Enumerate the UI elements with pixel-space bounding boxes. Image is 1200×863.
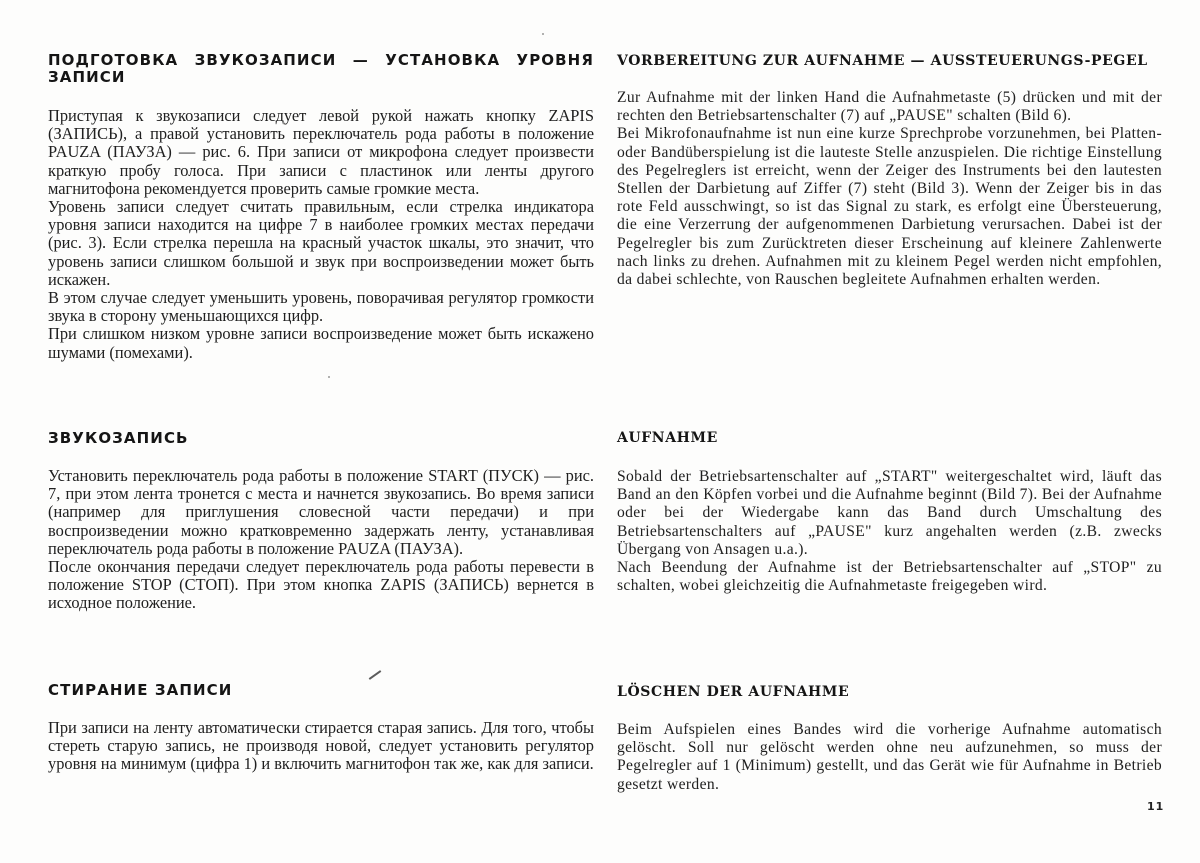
section-body <box>48 719 594 774</box>
section-body <box>48 107 594 362</box>
section-erasing-ru <box>48 682 594 774</box>
paragraph: При записи на ленту автоматически стирается старая запись. Для того, чтобы стереть старую запись, не производя новой, следует установить регулятор уровня на минимум (цифра 1) и включить магнитофон так же, как для записи. <box>48 718 594 774</box>
paragraph: Nach Beendung der Aufnahme ist der Betriebsartenschalter auf „STOP" zu schalten, wobei gleichzeitig die Aufnahmetaste freigegeben wird. <box>617 559 1162 595</box>
section-body <box>617 468 1162 595</box>
paragraph: Установить переключатель рода работы в положение START (ПУСК) — рис. 7, при этом лента тронется с места и начнется звукозапись. Во время записи (например для приглушения словесной части передачи) и при воспроизведении можно кратковременно задержать ленту, устанавливая переключатель рода работы в положение PAUZA (ПАУЗА). <box>48 466 594 558</box>
section-recording-preparation-ru <box>48 52 594 362</box>
section-erasing-de <box>617 684 1162 794</box>
scan-pen-mark <box>369 670 382 680</box>
paragraph: Zur Aufnahme mit der linken Hand die Aufnahmetaste (5) drücken und mit der rechten den Betriebsartenschalter (7) auf „PAUSE" schalten (Bild 6). <box>617 89 1162 125</box>
section-heading: LÖSCHEN DER AUFNAHME <box>617 684 850 700</box>
section-recording-ru <box>48 430 594 613</box>
section-heading: СТИРАНИЕ ЗАПИСИ <box>48 681 233 699</box>
paragraph: Приступая к звукозаписи следует левой рукой нажать кнопку ZAPIS (ЗАПИСЬ), а правой установить переключатель рода работы в положение PAUZA (ПАУЗА) — рис. 6. При записи от микрофона следует произвести краткую пробу голоса. При записи с пластинок или ленты другого магнитофона рекомендуется проверить самые громкие места. <box>48 106 594 198</box>
section-body <box>48 467 594 613</box>
paragraph: В этом случае следует уменьшить уровень, поворачивая регулятор громкости звука в сторону уменьшающихся цифр. <box>48 288 594 326</box>
section-heading: AUFNAHME <box>617 430 718 446</box>
section-heading: VORBEREITUNG ZUR AUFNAHME — AUSSTEUERUNGS-PEGEL <box>617 53 1148 69</box>
paragraph: Sobald der Betriebsartenschalter auf „START" weitergeschaltet wird, läuft das Band an den Köpfen vorbei und die Aufnahme beginnt (Bild 7). Bei der Aufnahme oder bei der Wiedergabe kann das Band durch Umschaltung des Betriebsartenschalters auf „PAUSE" kurz angehalten werden (z.B. zwecks Übergang von Ansagen u.a.). <box>617 468 1162 558</box>
paragraph: При слишком низком уровне записи воспроизведение может быть искажено шумами (помехами). <box>48 324 594 362</box>
page-number: 11 <box>1147 800 1165 813</box>
section-heading: ЗВУКОЗАПИСЬ <box>48 429 189 447</box>
paragraph: Beim Aufspielen eines Bandes wird die vorherige Aufnahme automatisch gelöscht. Soll nur gelöscht werden ohne neu aufzunehmen, so muss der Pegelregler auf 1 (Minimum) gestellt, und das Gerät wie für Aufnahme in Betrieb gesetzt werden. <box>617 721 1162 793</box>
paragraph: Bei Mikrofonaufnahme ist nun eine kurze Sprechprobe vorzunehmen, bei Platten- oder Bandüberspielung ist die lauteste Stelle anzuspielen. Die richtige Einstellung des Pegelreglers ist erreicht, wenn der Zeiger des Instruments bei den lautesten Stellen der Darbietung auf Ziffer (7) steht (Bild 3). Wenn der Zeiger bis in das rote Feld ausschwingt, so ist das Signal zu stark, es erfolgt eine Übersteuerung, die eine Verzerrung der aufgenommenen Darbietung verursachen. Dabei ist der Pegelregler bis zum Zurücktreten dieser Erscheinung auf kleinere Zahlenwerte nach links zu drehen. Aufnahmen mit zu kleinem Pegel werden nicht empfohlen, da dabei schlechte, von Rauschen begleitete Aufnahmen erhalten werden. <box>617 125 1162 289</box>
scan-speck <box>542 33 544 35</box>
section-body <box>617 721 1162 794</box>
section-heading: ПОДГОТОВКА ЗВУКОЗАПИСИ — УСТАНОВКА УРОВНЯ ЗАПИСИ <box>48 51 594 86</box>
paragraph: После окончания передачи следует переключатель рода работы перевести в положение STOP (СТОП). При этом кнопка ZAPIS (ЗАПИСЬ) вернется в исходное положение. <box>48 557 594 613</box>
scan-speck <box>328 376 330 378</box>
section-body <box>617 89 1162 289</box>
paragraph: Уровень записи следует считать правильным, если стрелка индикатора уровня записи находится на цифре 7 в наиболее громких местах передачи (рис. 3). Если стрелка перешла на красный участок шкалы, это значит, что уровень записи слишком большой и звук при воспроизведении может быть искажен. <box>48 197 594 289</box>
section-recording-de <box>617 430 1162 595</box>
section-recording-preparation-de <box>617 53 1162 289</box>
